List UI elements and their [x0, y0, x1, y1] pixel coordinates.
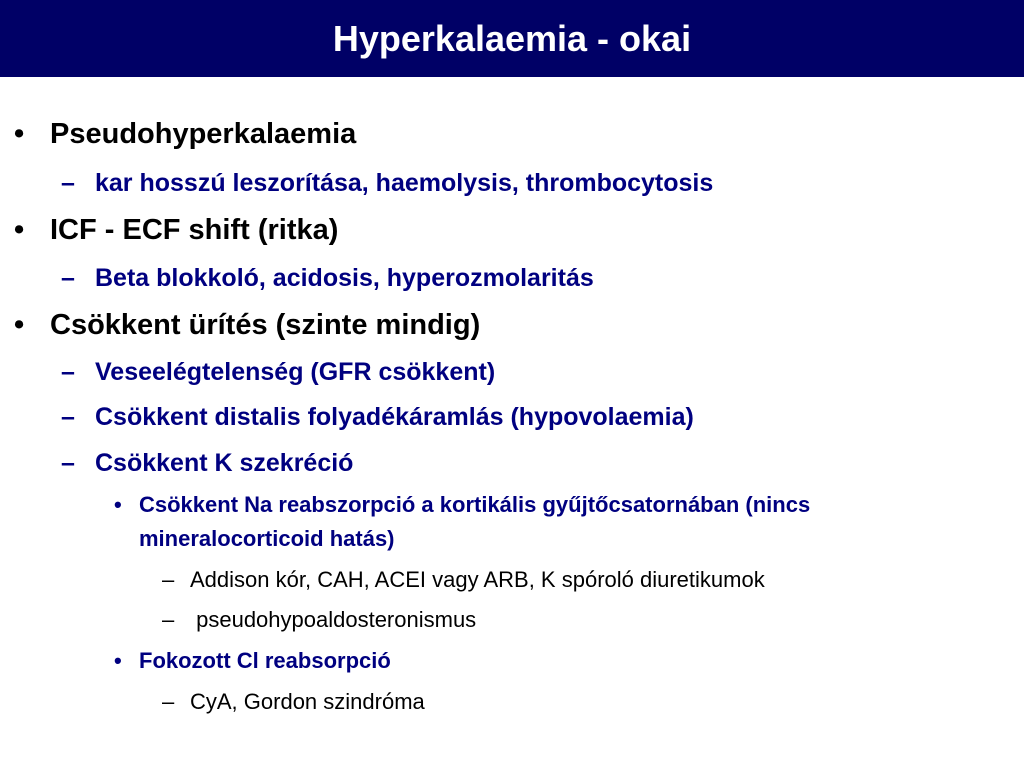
- dash-marker: –: [162, 689, 175, 714]
- sub-item-text: Csökkent K szekréció: [95, 449, 354, 477]
- dash-marker: –: [162, 607, 175, 632]
- bullet-text: Pseudohyperkalaemia: [50, 118, 357, 150]
- bullet-marker: •: [14, 118, 25, 150]
- dash-marker: –: [61, 449, 75, 477]
- sub-sub-item-text: Csökkent Na reabszorpció a kortikális gyűjtőcsatornában (nincs: [139, 492, 811, 517]
- bullet-marker: •: [14, 214, 25, 246]
- dash-marker: –: [61, 264, 75, 292]
- dash-marker: –: [61, 358, 75, 386]
- slide-title: Hyperkalaemia - okai: [332, 17, 692, 59]
- sub-item-text: Veseelégtelenség (GFR csökkent): [95, 358, 496, 386]
- level4-item-text: Addison kór, CAH, ACEI vagy ARB, K spóroló diuretikumok: [190, 567, 765, 592]
- level4-item-text: CyA, Gordon szindróma: [190, 689, 425, 714]
- bullet-marker: •: [114, 492, 122, 517]
- sub-item-text: kar hosszú leszorítása, haemolysis, thrombocytosis: [95, 169, 714, 197]
- bullet-marker: •: [14, 309, 25, 341]
- dash-marker: –: [61, 169, 75, 197]
- bullet-text: ICF - ECF shift (ritka): [50, 214, 339, 246]
- dash-marker: –: [61, 403, 75, 431]
- bullet-text: Csökkent ürítés (szinte mindig): [50, 309, 481, 341]
- sub-item-text: Csökkent distalis folyadékáramlás (hypovolaemia): [95, 403, 694, 431]
- level4-item-text: pseudohypoaldosteronismus: [190, 607, 477, 632]
- sub-item-text: Beta blokkoló, acidosis, hyperozmolaritás: [95, 264, 594, 292]
- sub-sub-item-text: mineralocorticoid hatás): [139, 526, 395, 551]
- dash-marker: –: [162, 567, 175, 592]
- sub-sub-item-text: Fokozott Cl reabsorpció: [139, 648, 391, 673]
- bullet-marker: •: [114, 648, 122, 673]
